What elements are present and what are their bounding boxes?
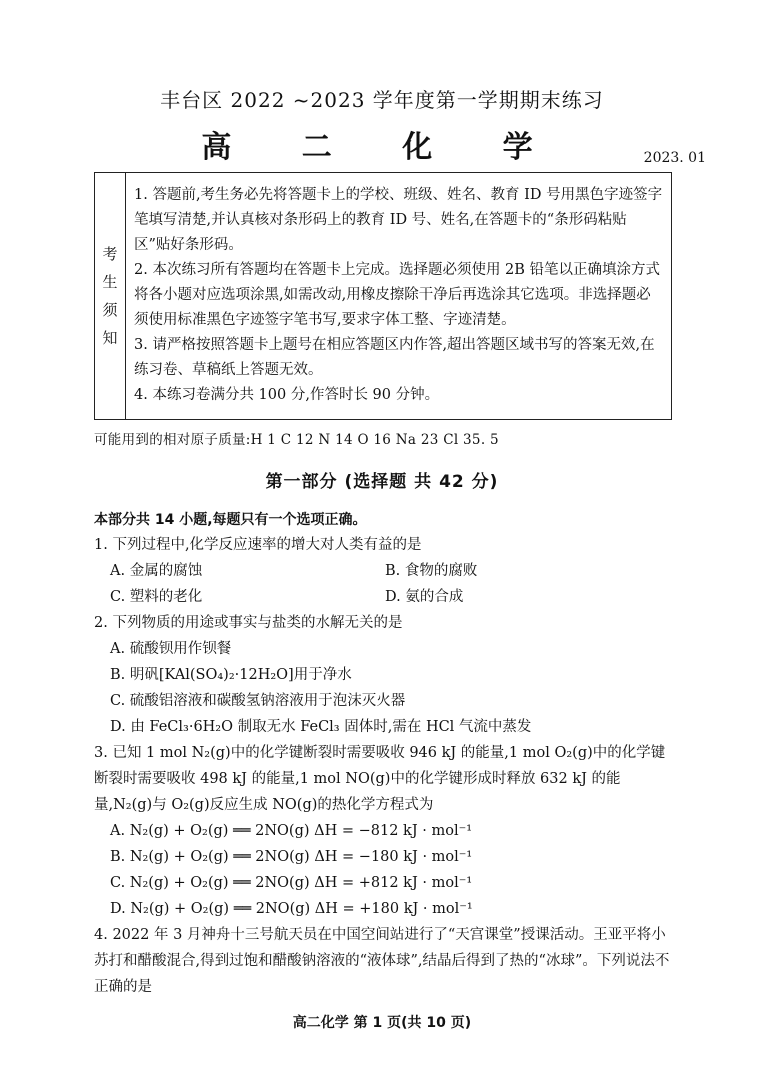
- option-d: D. N₂(g) + O₂(g) ══ 2NO(g) ΔH = +180 kJ · mol⁻¹: [110, 901, 473, 917]
- atomic-masses: 可能用到的相对原子质量:H 1 C 12 N 14 O 16 Na 23 Cl 35. 5: [94, 432, 499, 448]
- question-stem: 2. 下列物质的用途或事实与盐类的水解无关的是: [94, 615, 403, 631]
- part-title: 第一部分 (选择题 共 42 分): [265, 472, 499, 492]
- subject-title: 高 二 化 学: [201, 130, 563, 165]
- notice-label-char: 考: [102, 245, 118, 263]
- question-3: [94, 740, 674, 922]
- option-row: [94, 584, 674, 610]
- question-2: [94, 610, 674, 740]
- notice-label-char: 生: [102, 273, 118, 291]
- question-stem: 1. 下列过程中,化学反应速率的增大对人类有益的是: [94, 537, 422, 553]
- candidate-notice-box: [94, 172, 672, 420]
- option-c: C. 硫酸铝溶液和碳酸氢钠溶液用于泡沫灭火器: [110, 693, 406, 709]
- notice-label: [95, 173, 126, 419]
- option-a: A. 金属的腐蚀: [110, 563, 203, 579]
- notice-label-char: 须: [102, 301, 118, 319]
- question-4: [94, 922, 674, 1000]
- notice-label-char: 知: [102, 329, 118, 347]
- option-d: D. 氨的合成: [385, 589, 464, 605]
- questions: [94, 532, 674, 1000]
- notice-item: 1. 答题前,考生务必先将答题卡上的学校、班级、姓名、教育 ID 号用黑色字迹签字笔填写清楚,并认真核对条形码上的教育 ID 号、姓名,在答题卡的“条形码粘贴区”贴好条形码。: [134, 187, 663, 253]
- exam-title: 丰台区 2022 ~2023 学年度第一学期期末练习: [160, 88, 604, 112]
- option-row: [94, 558, 674, 584]
- option-a: A. 硫酸钡用作钡餐: [110, 641, 232, 657]
- option-c: C. 塑料的老化: [110, 589, 203, 605]
- notice-body: [126, 173, 671, 419]
- notice-item: 3. 请严格按照答题卡上题号在相应答题区内作答,超出答题区域书写的答案无效,在练习卷、草稿纸上答题无效。: [134, 337, 655, 378]
- notice-item: 2. 本次练习所有答题均在答题卡上完成。选择题必须使用 2B 铅笔以正确填涂方式将各小题对应选项涂黑,如需改动,用橡皮擦除干净后再选涂其它选项。非选择题必须使用标准黑色字迹签字笔书写,要求字体工整、字迹清楚。: [134, 262, 661, 328]
- option-b: B. N₂(g) + O₂(g) ══ 2NO(g) ΔH = −180 kJ · mol⁻¹: [110, 849, 473, 865]
- option-a: A. N₂(g) + O₂(g) ══ 2NO(g) ΔH = −812 kJ · mol⁻¹: [110, 823, 473, 839]
- question-stem: 3. 已知 1 mol N₂(g)中的化学键断裂时需要吸收 946 kJ 的能量,1 mol O₂(g)中的化学键断裂时需要吸收 498 kJ 的能量,1 mol NO(g)中的化学键形成时释放 632 kJ 的能量,N₂(g)与 O₂(g)反应生成 NO(g)的热化学方程式为: [94, 745, 666, 813]
- question-stem: 4. 2022 年 3 月神舟十三号航天员在中国空间站进行了“天宫课堂”授课活动。王亚平将小苏打和醋酸混合,得到过饱和醋酸钠溶液的“液体球”,结晶后得到了热的“冰球”。下列说法不正确的是: [94, 927, 670, 995]
- option-b: B. 明矾[KAl(SO₄)₂·12H₂O]用于净水: [110, 667, 352, 683]
- exam-date: 2023. 01: [643, 150, 706, 166]
- part-note: 本部分共 14 小题,每题只有一个选项正确。: [94, 512, 367, 528]
- option-c: C. N₂(g) + O₂(g) ══ 2NO(g) ΔH = +812 kJ · mol⁻¹: [110, 875, 473, 891]
- option-b: B. 食物的腐败: [385, 563, 478, 579]
- question-1: [94, 532, 674, 610]
- notice-item: 4. 本练习卷满分共 100 分,作答时长 90 分钟。: [134, 387, 440, 403]
- page-footer: 高二化学 第 1 页(共 10 页): [292, 1015, 472, 1031]
- option-d: D. 由 FeCl₃·6H₂O 制取无水 FeCl₃ 固体时,需在 HCl 气流中蒸发: [110, 719, 532, 735]
